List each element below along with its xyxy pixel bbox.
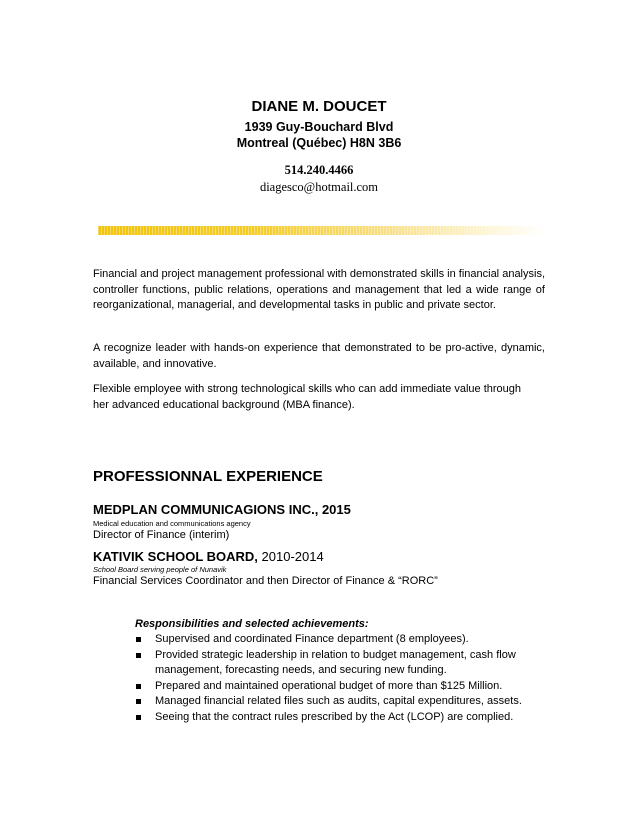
summary-paragraph-1: Financial and project management professional with demonstrated skills in financial analysis, controller functions, public relations, operations and management that led a wide range of reorganizational, managerial, and developmental tasks in public and private sector. bbox=[93, 268, 545, 311]
email-address: diagesco@hotmail.com bbox=[259, 180, 379, 194]
job-company bbox=[93, 502, 351, 517]
job-years: 2010-2014 bbox=[257, 549, 324, 564]
job-company-name: MEDPLAN COMMUNICAGIONS INC., 2015 bbox=[93, 502, 351, 517]
header-divider-bar bbox=[98, 226, 546, 235]
job-company bbox=[93, 549, 324, 564]
list-item: Provided strategic leadership in relation to budget management, cash flow management, forecasting needs, and securing new funding. bbox=[133, 648, 553, 679]
list-item: Supervised and coordinated Finance department (8 employees). bbox=[133, 632, 553, 648]
summary-paragraph-2: A recognize leader with hands-on experience that demonstrated to be pro-active, dynamic, available, and innovative. bbox=[93, 342, 545, 370]
responsibilities-list bbox=[133, 632, 553, 725]
summary-paragraph-3-line-1: Flexible employee with strong technological skills who can add immediate value through bbox=[93, 383, 522, 395]
responsibilities-title: Responsibilities and selected achievements: bbox=[135, 618, 369, 630]
list-item: Managed financial related files such as audits, capital expenditures, assets. bbox=[133, 694, 553, 710]
job-company-name: KATIVIK SCHOOL BOARD, bbox=[93, 549, 258, 564]
resume-name: DIANE M. DOUCET bbox=[251, 98, 387, 115]
summary-paragraph-3 bbox=[93, 382, 545, 413]
phone-number: 514.240.4466 bbox=[284, 163, 354, 177]
job-description: Medical education and communications agency bbox=[93, 519, 251, 528]
section-title-experience: PROFESSIONNAL EXPERIENCE bbox=[93, 468, 323, 485]
job-role: Financial Services Coordinator and then Director of Finance & “RORC” bbox=[93, 575, 438, 587]
address-line-1: 1939 Guy-Bouchard Blvd bbox=[244, 120, 394, 134]
job-description: School Board serving people of Nunavik bbox=[93, 565, 227, 574]
job-role: Director of Finance (interim) bbox=[93, 529, 230, 541]
list-item: Seeing that the contract rules prescribed by the Act (LCOP) are complied. bbox=[133, 710, 553, 726]
list-item: Prepared and maintained operational budget of more than $125 Million. bbox=[133, 679, 553, 695]
address-line-2: Montreal (Québec) H8N 3B6 bbox=[236, 136, 402, 150]
summary-paragraph-3-line-2: her advanced educational background (MBA finance). bbox=[93, 398, 355, 411]
